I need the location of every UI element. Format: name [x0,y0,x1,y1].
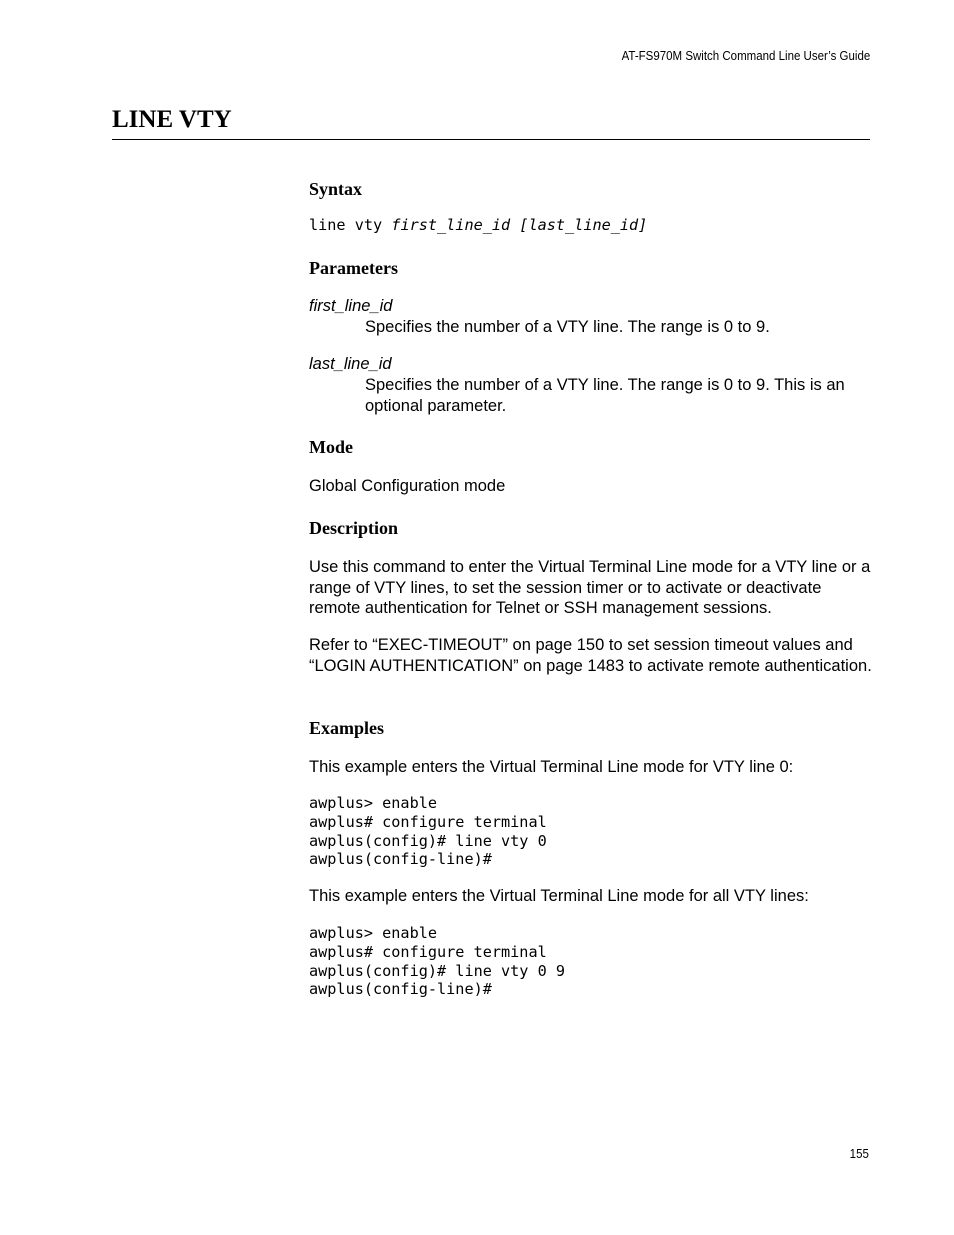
example-intro: This example enters the Virtual Terminal Line mode for VTY line 0: [309,758,794,776]
syntax-command [309,216,647,235]
syntax-heading: Syntax [309,179,363,199]
param-name-last-line-id: last_line_id [309,355,392,373]
syntax-keyword: line vty [309,216,392,234]
param-desc-first-line-id: Specifies the number of a VTY line. The range is 0 to 9. [365,318,770,336]
param-name-first-line-id: first_line_id [309,297,393,315]
param-desc-last-line-id: Specifies the number of a VTY line. The range is 0 to 9. This is an optional parameter. [365,376,845,415]
syntax-arguments: first_line_id [last_line_id] [391,216,648,234]
parameters-heading: Parameters [309,258,398,278]
page-number: 155 [849,1147,869,1161]
page-title: LINE VTY [112,106,232,133]
description-paragraph: Refer to “EXEC-TIMEOUT” on page 150 to set session timeout values and “LOGIN AUTHENTICATION” on page 1483 to activate remote authentication. [309,636,872,675]
description-paragraph: Use this command to enter the Virtual Terminal Line mode for a VTY line or a range of VTY lines, to set the session timer or to activate or deactivate remote authentication for Telnet or SSH management sessions. [309,558,871,617]
running-header: AT-FS970M Switch Command Line User’s Guide [621,49,870,63]
mode-heading: Mode [309,437,353,457]
example-code-block: awplus> enable awplus# configure terminal awplus(config)# line vty 0 9 awplus(config-line)# [309,924,566,999]
example-intro: This example enters the Virtual Terminal Line mode for all VTY lines: [309,887,809,905]
example-code-block: awplus> enable awplus# configure terminal awplus(config)# line vty 0 awplus(config-line)# [309,794,547,869]
examples-heading: Examples [309,718,385,738]
mode-text: Global Configuration mode [309,477,506,495]
title-rule [112,139,870,140]
description-heading: Description [309,518,398,538]
